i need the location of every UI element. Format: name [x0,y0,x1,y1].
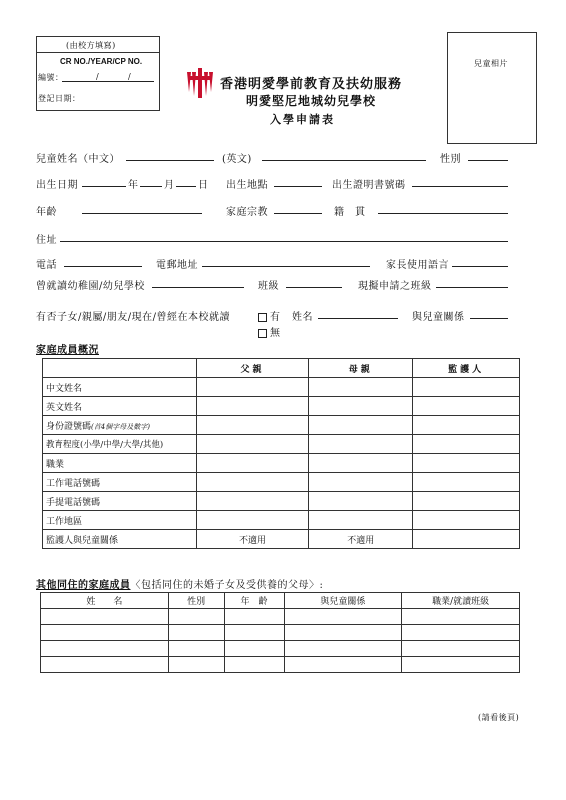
cell[interactable] [284,625,402,641]
table-row [43,492,520,511]
cell[interactable] [309,473,413,492]
no-label: 無 [270,328,281,339]
sex-field[interactable] [468,160,508,161]
birthplace-field[interactable] [274,186,322,187]
cell[interactable] [309,492,413,511]
col-age: 年 齡 [224,593,284,609]
table-row [41,641,520,657]
others-section-subtitle: 〈包括同住的未婚子女及受供養的父母〉: [130,580,324,591]
phone-label: 電話 [36,260,57,271]
prev-school-field[interactable] [152,287,244,288]
table-row [43,454,520,473]
row-label: 英文姓名 [43,397,197,416]
dob-year-field[interactable] [82,186,126,187]
row-label: 工作地區 [43,511,197,530]
birthplace-label: 出生地點 [226,180,268,191]
cell[interactable] [309,397,413,416]
language-label: 家長使用語言 [386,260,449,271]
cell[interactable] [196,492,309,511]
row-label: 中文姓名 [43,378,197,397]
cell[interactable] [413,397,520,416]
cell[interactable] [413,530,520,549]
office-use-header: (由校方填寫) [66,41,116,50]
no-checkbox[interactable] [258,329,267,338]
cell[interactable] [196,473,309,492]
yes-checkbox[interactable] [258,313,267,322]
cell[interactable] [402,609,520,625]
row-label: 職業 [43,454,197,473]
sibling-yes-option[interactable] [258,308,281,323]
cell[interactable] [41,609,169,625]
family-table [42,358,520,549]
table-row [41,609,520,625]
sibling-relation-field[interactable] [470,318,508,319]
serial-slash-1: / [96,72,100,81]
age-label: 年齡 [36,207,57,218]
cell: 不適用 [196,530,309,549]
table-row [43,435,520,454]
dob-month-field[interactable] [140,186,162,187]
row-label-id [43,416,197,435]
table-row [43,511,520,530]
cell[interactable] [402,657,520,673]
cell[interactable] [402,641,520,657]
registration-date-label: 登記日期： [38,94,81,103]
others-header-row [41,593,520,609]
class-label: 班級 [258,281,279,292]
table-row [43,416,520,435]
others-heading [36,576,323,591]
col-guardian: 監護人 [413,359,520,378]
phone-field[interactable] [64,266,142,267]
dob-label: 出生日期 [36,180,78,191]
table-row [43,378,520,397]
birth-cert-field[interactable] [412,186,508,187]
prev-school-label: 曾就讀幼稚園/幼兒學校 [36,281,145,292]
cell[interactable] [196,511,309,530]
address-field[interactable] [60,241,508,242]
page-footer-note: (請看後頁) [478,713,520,722]
cell[interactable] [224,625,284,641]
year-label: 年 [128,180,139,191]
native-place-label: 籍 貫 [334,207,366,218]
name-en-label: (英文) [222,154,252,165]
sex-label: 性別 [440,154,461,165]
email-field[interactable] [202,266,370,267]
cell[interactable] [413,435,520,454]
class-field[interactable] [286,287,342,288]
cell[interactable] [196,454,309,473]
birth-cert-label: 出生證明書號碼 [332,180,406,191]
row-label: 手提電話號碼 [43,492,197,511]
cell[interactable] [41,657,169,673]
table-row [41,625,520,641]
form-title: 入學申請表 [270,113,335,126]
col-sex: 性別 [168,593,224,609]
row-label: 教育程度(小學/中學/大學/其他) [43,435,197,454]
others-section-title: 其他同住的家庭成員 [36,580,131,591]
sibling-relation-label: 與兒童關係 [412,312,465,323]
cell[interactable] [309,454,413,473]
cell[interactable] [284,609,402,625]
organization-name: 香港明愛學前教育及扶幼服務 [220,77,403,92]
table-row [43,530,520,549]
cell[interactable] [168,641,224,657]
cell[interactable] [413,473,520,492]
sibling-question: 有否子女/親屬/朋友/現在/曾經在本校就讀 [36,312,230,323]
col-father: 父親 [196,359,309,378]
table-row [41,657,520,673]
cell[interactable] [41,641,169,657]
cell[interactable] [168,657,224,673]
col-occupation: 職業/就讀班級 [402,593,520,609]
native-place-field[interactable] [378,213,508,214]
others-table [40,592,520,673]
address-label: 住址 [36,235,57,246]
row-label: 身份證號碼 [46,421,92,432]
religion-field[interactable] [274,213,322,214]
cell[interactable] [309,511,413,530]
row-label: 工作電話號碼 [43,473,197,492]
table-row [43,397,520,416]
cell[interactable] [309,435,413,454]
cell[interactable] [402,625,520,641]
cell[interactable] [224,657,284,673]
cell[interactable] [196,378,309,397]
email-label: 電郵地址 [156,260,198,271]
dob-day-field[interactable] [176,186,196,187]
cell[interactable] [224,641,284,657]
cell[interactable] [284,641,402,657]
cell[interactable] [41,625,169,641]
cell[interactable] [224,609,284,625]
month-label: 月 [164,180,175,191]
yes-label: 有 [270,312,281,323]
family-section-title: 家庭成員概況 [36,345,99,356]
cell: 不適用 [309,530,413,549]
cell[interactable] [309,378,413,397]
col-name: 姓 名 [41,593,169,609]
row-label: 監護人與兒童關係 [43,530,197,549]
serial-number-label: 編號： [38,73,64,82]
cr-number-label: CR NO./YEAR/CP NO. [60,57,143,66]
family-header-row [43,359,520,378]
sibling-name-label: 姓名 [292,312,313,323]
cell[interactable] [196,416,309,435]
office-divider [36,52,160,53]
language-field[interactable] [452,266,508,267]
col-mother: 母親 [309,359,413,378]
religion-label: 家庭宗教 [226,207,268,218]
child-photo-box[interactable] [447,32,537,144]
name-cn-field[interactable] [126,160,214,161]
cell[interactable] [413,416,520,435]
name-cn-label: 兒童姓名（中文） [36,154,120,165]
cell[interactable] [413,378,520,397]
table-row [43,473,520,492]
row-note: (首4個字母及數字) [91,422,150,431]
day-label: 日 [198,180,209,191]
cell[interactable] [196,397,309,416]
cell[interactable] [413,454,520,473]
cell[interactable] [196,435,309,454]
age-field[interactable] [82,213,202,214]
cell[interactable] [168,625,224,641]
serial-slash-2: / [128,72,132,81]
apply-class-field[interactable] [436,287,508,288]
cell[interactable] [309,416,413,435]
serial-number-field[interactable] [62,81,154,82]
school-name: 明愛堅尼地城幼兒學校 [246,94,377,108]
family-header-blank [43,359,197,378]
cell[interactable] [284,657,402,673]
caritas-logo-icon [185,66,215,103]
sibling-no-option[interactable] [258,324,281,339]
name-en-field[interactable] [262,160,426,161]
cell[interactable] [168,609,224,625]
sibling-name-field[interactable] [318,318,398,319]
apply-class-label: 現擬申請之班級 [358,281,432,292]
cell[interactable] [413,492,520,511]
col-relation: 與兒童關係 [284,593,402,609]
photo-label: 兒童相片 [474,59,508,68]
cell[interactable] [413,511,520,530]
